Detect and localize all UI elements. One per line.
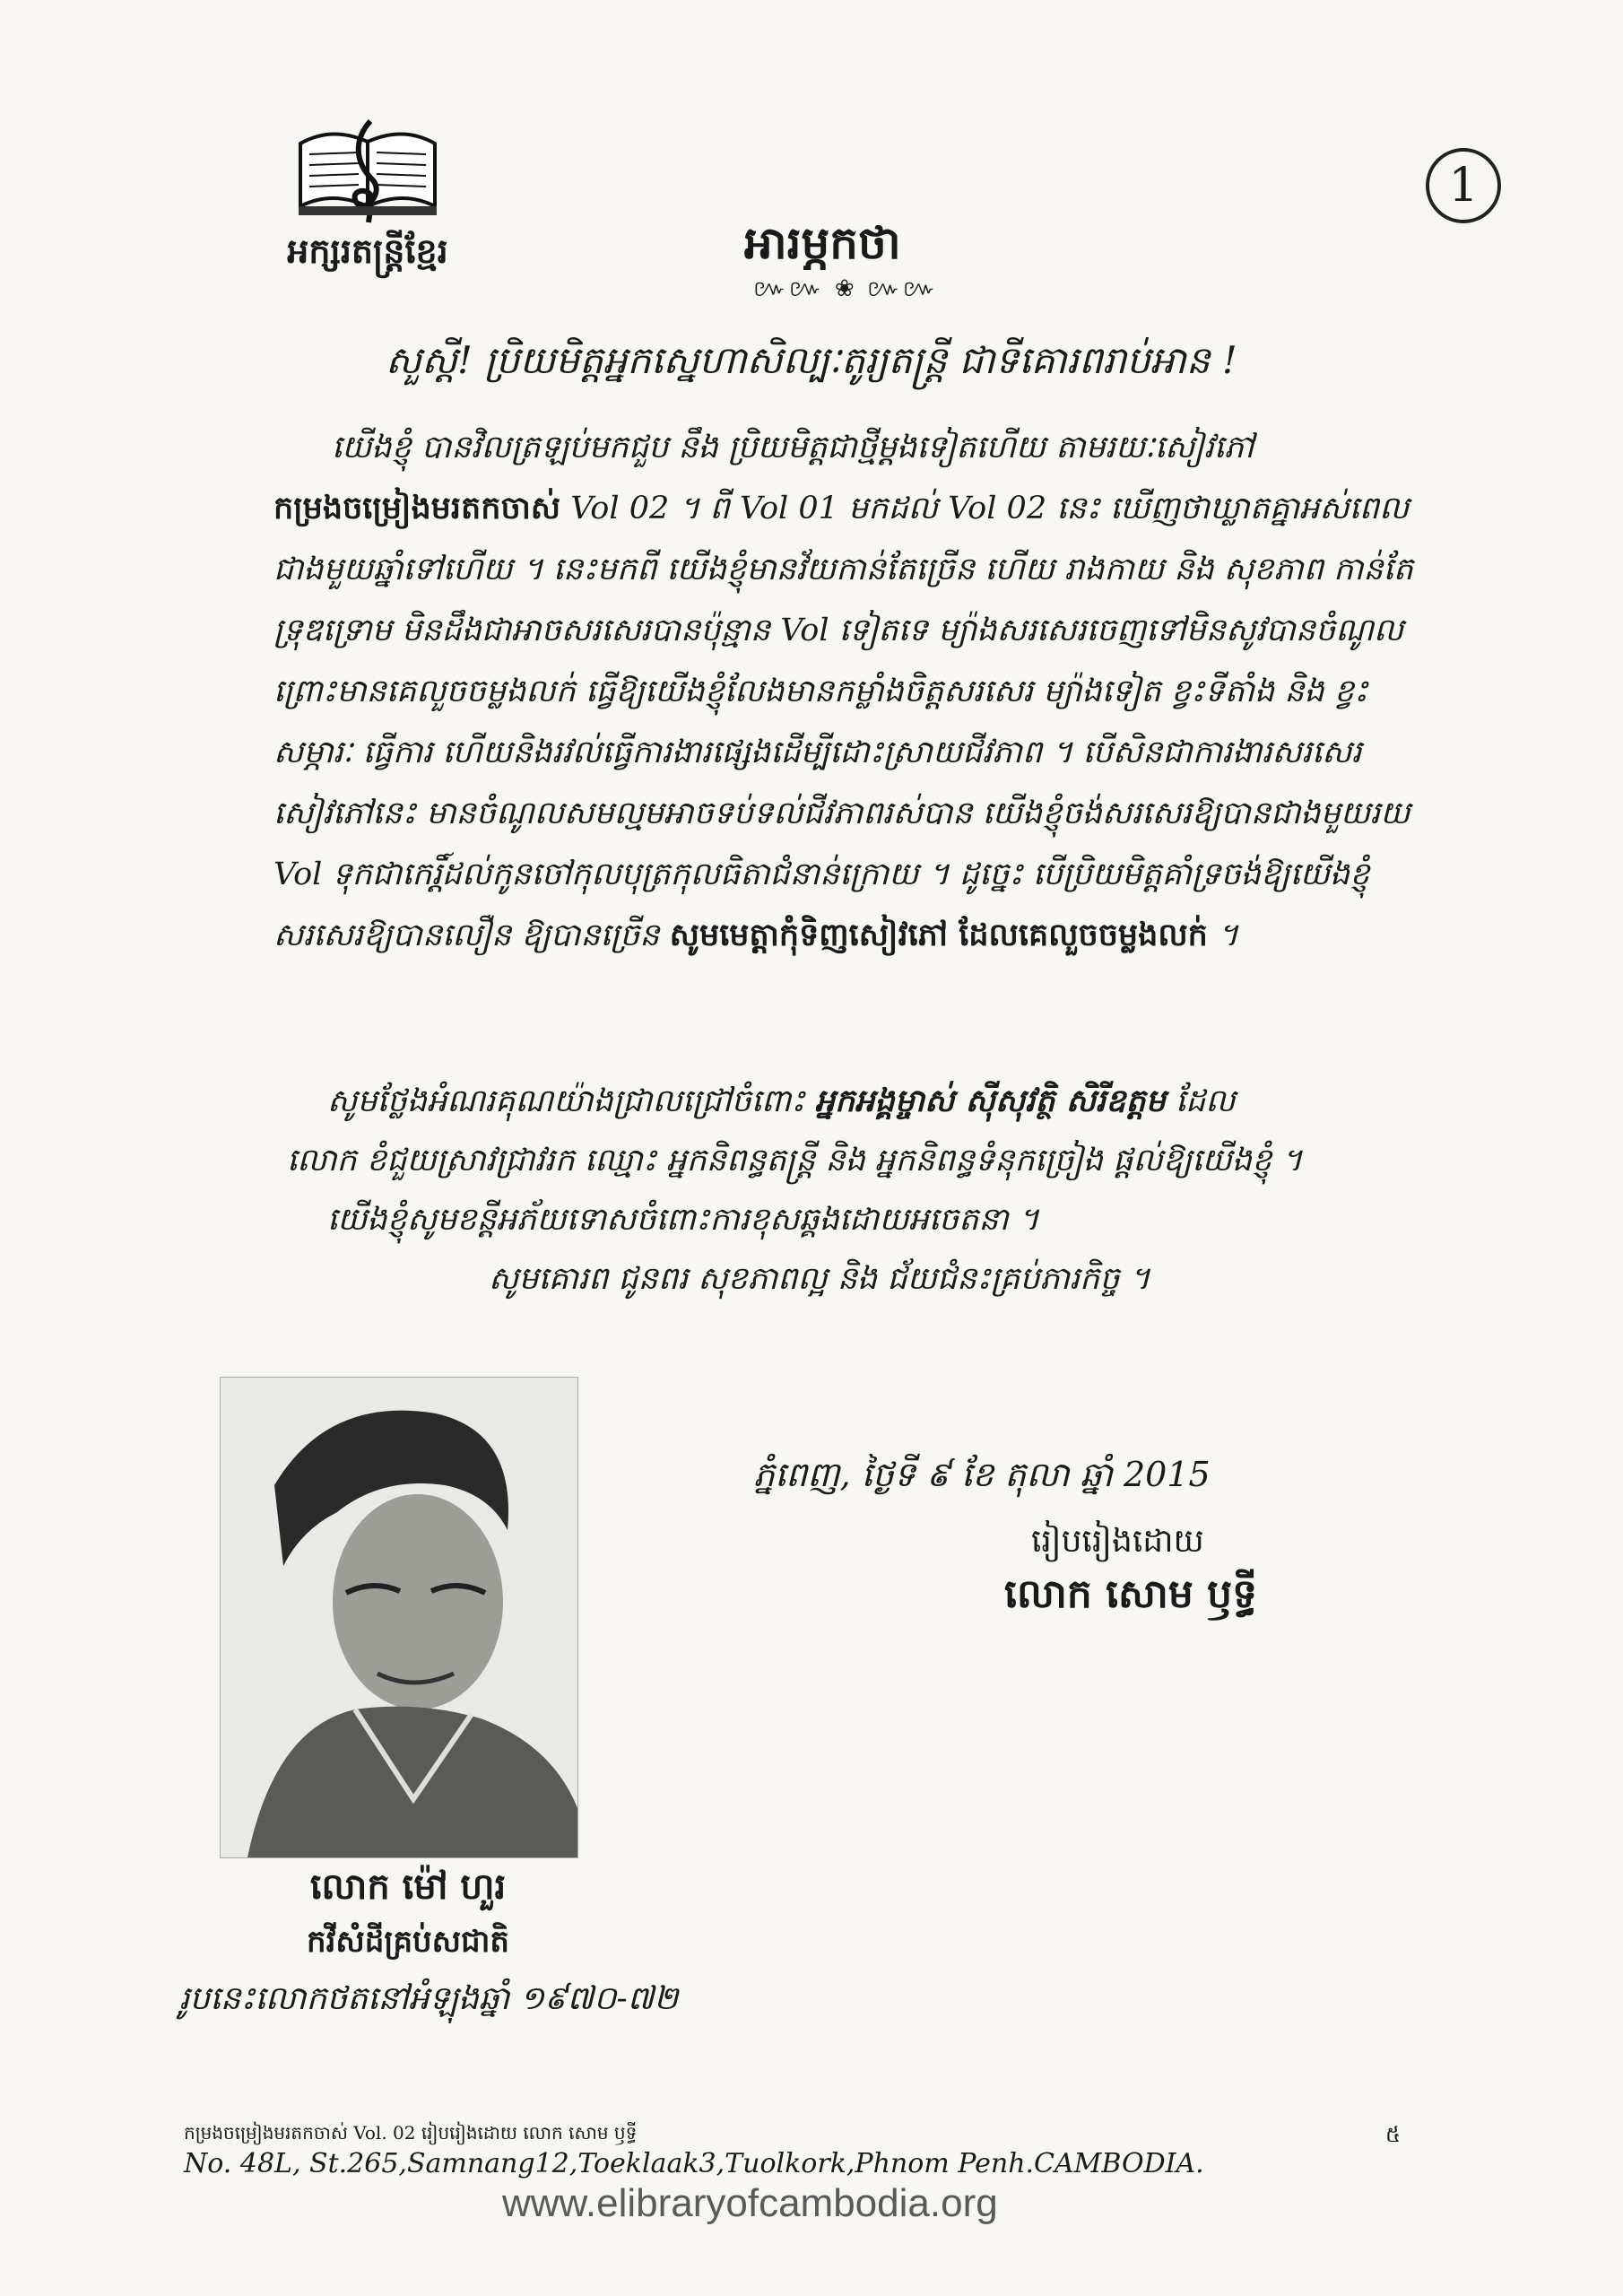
portrait-photo — [220, 1377, 578, 1858]
caption-note: រូបនេះលោកថតនៅអំឡុងឆ្នាំ ១៩៧០-៧២ — [179, 1980, 679, 2017]
footer-book-line: កម្រងចម្រៀងមរតកចាស់ Vol. 02 រៀបរៀងដោយ លោក សោម ឫទ្ធី — [184, 2122, 638, 2144]
intro-text: Vol 02 ។ ពី Vol 01 មកដល់ Vol 02 នេះ ឃើញថាឃ្លាតគ្នាអស់ពេលជាងមួយឆ្នាំទៅហើយ ។ នេះមកពី យើងខ្ញុំមានវ័យកាន់តែច្រើន ហើយ រាងកាយ និង សុខភាព កាន់តែទ្រុឌទ្រោម មិនដឹងជាអាចសរសេរបានប៉ុន្មាន Vol ទៀតទេ ម្យ៉ាងសរសេរចេញទៅមិនសូវបានចំណូល ព្រោះមានគេលួចចម្លងលក់ ធ្វើឱ្យយើងខ្ញុំលែងមានកម្លាំងចិត្តសរសេរ ម្យ៉ាងទៀត ខ្វះទីតាំង និង ខ្វះសម្ភារៈ ធ្វើការ ហើយនិងរវល់ធ្វើការងារផ្សេងដើម្បីដោះស្រាយជីវភាព ។ បើសិនជាការងារសរសេរសៀវភៅនេះ មានចំណូលសមល្មមអាចទប់ទល់ជីវភាពរស់បាន យើងខ្ញុំចង់សរសេរឱ្យបានជាងមួយរយ Vol ទុកជាកេរ្តិ៍ដល់កូនចៅកុលបុត្រកុលធិតាជំនាន់ក្រោយ ។ ដូច្នេះ បើប្រិយមិត្តគាំទ្រចង់ឱ្យយើងខ្ញុំសរសេរឱ្យបានលឿន ឱ្យបានច្រើន — [273, 491, 1413, 953]
intro-paragraph — [273, 417, 1439, 966]
intro-body — [273, 478, 1439, 966]
thanks-line-1-text: សូមថ្លែងអំណរគុណយ៉ាងជ្រាលជ្រៅចំពោះ — [327, 1083, 805, 1119]
place-date: ភ្នំពេញ, ថ្ងៃទី ៩ ខែ តុលា ឆ្នាំ 2015 — [753, 1455, 1211, 1494]
author-name: លោក សោម ឫទ្ធី — [1004, 1571, 1258, 1617]
caption-role: កវីសំដីគ្រប់សជាតិ — [307, 1924, 509, 1960]
compiled-by-label: រៀបរៀងដោយ — [1031, 1523, 1204, 1560]
thanks-line-3: យើងខ្ញុំសូមខន្តីអភ័យទោសចំពោះការខុសឆ្គងដោយអចេតនា ។ — [327, 1202, 1039, 1238]
footer-address: No. 48L, St.265,Samnang12,Toeklaak3,Tuolkork,Phnom Penh.CAMBODIA. — [184, 2148, 1204, 2179]
bold-request: សូមមេត្តាកុំទិញសៀវភៅ ដែលគេលួចចម្លងលក់ — [669, 917, 1208, 953]
caption-name: លោក ម៉ៅ ហួរ — [309, 1866, 507, 1908]
thanks-line-1-end: ដែល — [1175, 1083, 1236, 1119]
page-number: 1 — [1426, 148, 1501, 223]
thanks-line-4: សូមគោរព ជូនពរ សុខភាពល្អ និង ជ័យជំនះគ្រប់ភារកិច្ច ។ — [489, 1261, 1150, 1297]
thanks-line-1 — [269, 1072, 1435, 1131]
logo — [260, 117, 475, 280]
greeting: សួស្តី! ប្រិយមិត្តអ្នកស្នេហាសិល្បៈតូរ្យតន្ត្រី ជាទីគោរពរាប់អាន ! — [386, 338, 1237, 382]
photo-caption — [179, 1864, 679, 2025]
thanks-person: អ្នកអង្គម្ចាស់ ស៊ីសុវត្ថិ សិរីឧត្តម — [814, 1083, 1166, 1119]
intro-end: ។ — [1218, 918, 1239, 953]
portrait-icon — [221, 1378, 577, 1857]
page-title: អារម្ភកថា — [744, 216, 901, 269]
logo-text: អក្សរតន្ត្រីខ្មែរ — [287, 230, 448, 271]
watermark-link[interactable]: www.elibraryofcambodia.org — [502, 2181, 998, 2225]
book-title: កម្រងចម្រៀងមរតកចាស់ — [273, 490, 561, 526]
title-ornament: ៚៚ ❀ ៚៚ — [753, 275, 939, 302]
intro-line-1: យើងខ្ញុំ បានវិលត្រឡប់មកជួប នឹង ប្រិយមិត្តជាថ្មីម្តងទៀតហើយ តាមរយៈសៀវភៅ — [332, 430, 1254, 465]
thanks-paragraph — [269, 1072, 1435, 1309]
footer-mark: ៥ — [1385, 2122, 1401, 2147]
music-book-icon — [291, 117, 444, 224]
thanks-line-2: លោក ខំជួយស្រាវជ្រាវរក ឈ្មោះ អ្នកនិពន្ធតន្ត្រី និង អ្នកនិពន្ធទំនុកច្រៀង ផ្តល់ឱ្យយើងខ្ញុំ ។ — [287, 1143, 1303, 1178]
